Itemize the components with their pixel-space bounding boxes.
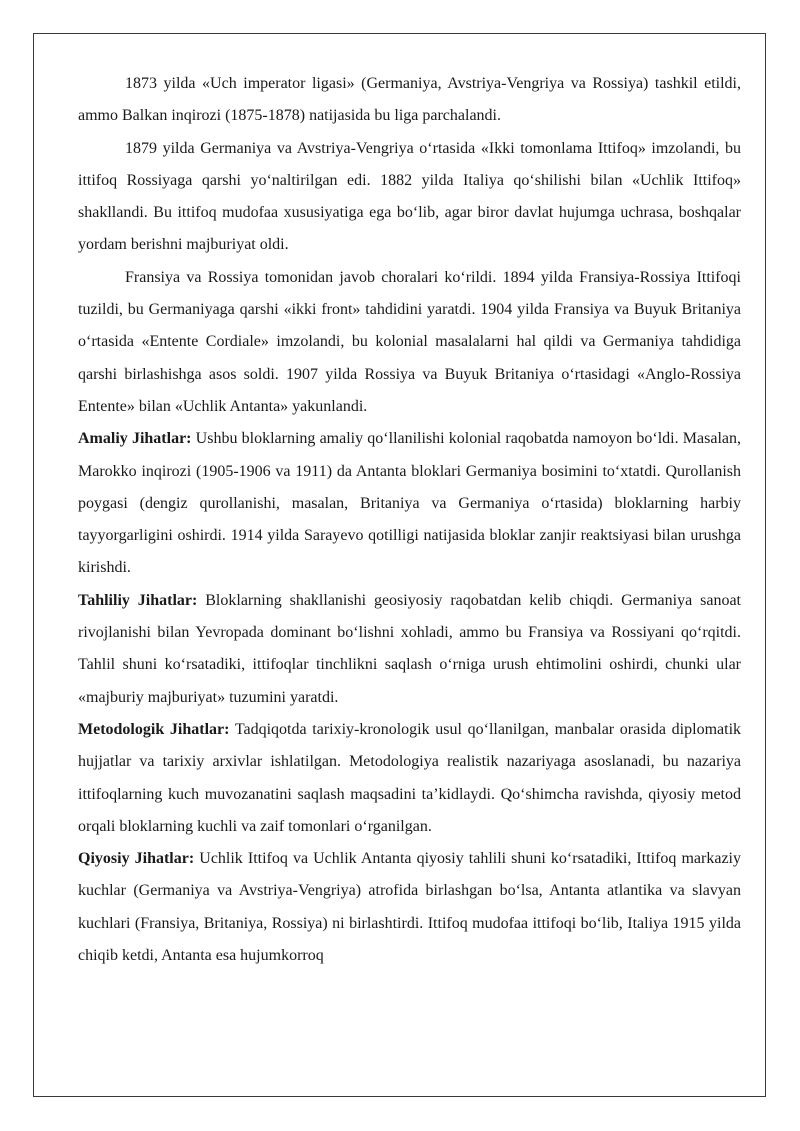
paragraph-practical-aspects bbox=[78, 423, 741, 584]
section-heading-analytical: Tahliliy Jihatlar: bbox=[78, 591, 198, 609]
paragraph-methodological-aspects bbox=[78, 714, 741, 843]
document-body bbox=[78, 68, 741, 972]
paragraph-league-of-three-emperors bbox=[78, 68, 741, 133]
paragraph-text: 1873 yilda «Uch imperator ligasi» (Germaniya, Avstriya-Vengriya va Rossiya) tashkil etildi, ammo Balkan inqirozi (1875-1878) natijasida bu liga parchalandi. bbox=[78, 75, 741, 125]
section-heading-methodological: Metodologik Jihatlar: bbox=[78, 720, 230, 738]
paragraph-triple-alliance bbox=[78, 133, 741, 262]
section-heading-practical: Amaliy Jihatlar: bbox=[78, 430, 192, 448]
paragraph-text: Bloklarning shakllanishi geosiyosiy raqobatdan kelib chiqdi. Germaniya sanoat rivojlanishi bilan Yevropada dominant boʻlishni xohladi, ammo bu Fransiya va Rossiyani qoʻrqitdi. Tahlil shuni koʻrsatadiki, ittifoqlar tinchlikni saqlash oʻrniga urush ehtimolini oshirdi, chunki ular «majburiy majburiyat» tuzumini yaratdi. bbox=[78, 591, 741, 706]
paragraph-text: Fransiya va Rossiya tomonidan javob choralari koʻrildi. 1894 yilda Fransiya-Rossiya Ittifoqi tuzildi, bu Germaniyaga qarshi «ikki front» tahdidini yaratdi. 1904 yilda Fransiya va Buyuk Britaniya oʻrtasida «Entente Cordiale» imzolandi, bu kolonial masalalarni hal qildi va Germaniya tahdidiga qarshi birlashishga asos soldi. 1907 yilda Rossiya va Buyuk Britaniya oʻrtasidagi «Anglo-Rossiya Entente» bilan «Uchlik Antanta» yakunlandi. bbox=[78, 268, 741, 415]
paragraph-text: 1879 yilda Germaniya va Avstriya-Vengriya oʻrtasida «Ikki tomonlama Ittifoq» imzolandi, bu ittifoq Rossiyaga qarshi yoʻnaltirilgan edi. 1882 yilda Italiya qoʻshilishi bilan «Uchlik Ittifoq» shakllandi. Bu ittifoq mudofaa xususiyatiga ega boʻlib, agar biror davlat hujumga uchrasa, boshqalar yordam berishni majburiyat oldi. bbox=[78, 139, 741, 254]
section-heading-comparative: Qiyosiy Jihatlar: bbox=[78, 850, 195, 868]
paragraph-entente bbox=[78, 262, 741, 423]
paragraph-text: Tadqiqotda tarixiy-kronologik usul qoʻllanilgan, manbalar orasida diplomatik hujjatlar va tarixiy arxivlar ishlatilgan. Metodologiya realistik nazariyaga asoslanadi, bu nazariya ittifoqlarning kuch muvozanatini saqlash maqsadini taʼkidlaydi. Qoʻshimcha ravishda, qiyosiy metod orqali bloklarning kuchli va zaif tomonlari oʻrganilgan. bbox=[78, 720, 742, 835]
paragraph-comparative-aspects bbox=[78, 843, 741, 972]
paragraph-text: Ushbu bloklarning amaliy qoʻllanilishi kolonial raqobatda namoyon boʻldi. Masalan, Marokko inqirozi (1905-1906 va 1911) da Antanta bloklari Germaniya bosimini toʻxtatdi. Qurollanish poygasi (dengiz qurollanishi, masalan, Britaniya va Germaniya oʻrtasida) bloklarning harbiy tayyorgarligini oshirdi. 1914 yilda Sarayevo qotilligi natijasida bloklar zanjir reaktsiyasi bilan urushga kirishdi. bbox=[78, 430, 741, 577]
paragraph-text: Uchlik Ittifoq va Uchlik Antanta qiyosiy tahlili shuni koʻrsatadiki, Ittifoq markaziy kuchlar (Germaniya va Avstriya-Vengriya) atrofida birlashgan boʻlsa, Antanta atlantika va slavyan kuchlari (Fransiya, Britaniya, Rossiya) ni birlashtirdi. Ittifoq mudofaa ittifoqi boʻlib, Italiya 1915 yilda chiqib ketdi, Antanta esa hujumkorroq bbox=[78, 850, 741, 965]
paragraph-analytical-aspects bbox=[78, 585, 741, 714]
